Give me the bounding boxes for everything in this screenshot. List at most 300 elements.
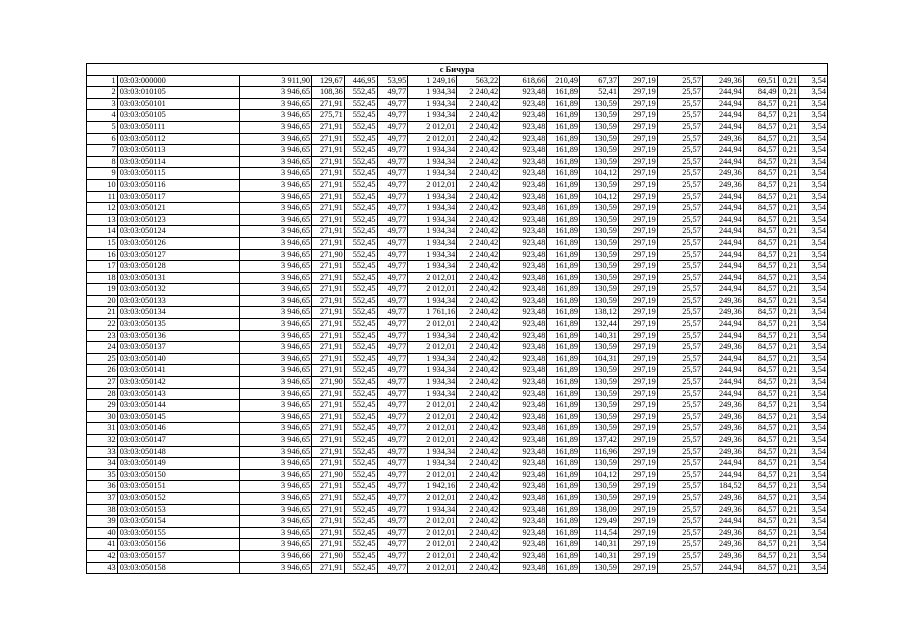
value-cell: 2 240,42 (457, 191, 500, 203)
value-cell: 2 012,01 (408, 400, 457, 412)
value-cell: 2 012,01 (408, 527, 457, 539)
row-number: 21 (87, 307, 118, 319)
value-cell: 0,21 (778, 527, 798, 539)
value-cell: 49,77 (377, 284, 408, 296)
value-cell: 25,57 (657, 191, 702, 203)
value-cell: 3 946,65 (240, 214, 312, 226)
cadastral-code: 03:03:050116 (117, 179, 240, 191)
table-row (87, 191, 828, 203)
cadastral-code: 03:03:050113 (117, 145, 240, 157)
value-cell: 3 946,65 (240, 516, 312, 528)
table-row (87, 98, 828, 110)
value-cell: 49,77 (377, 365, 408, 377)
value-cell: 271,91 (312, 365, 345, 377)
table-row (87, 516, 828, 528)
value-cell: 3 946,65 (240, 446, 312, 458)
value-cell: 244,94 (702, 191, 743, 203)
value-cell: 271,91 (312, 168, 345, 180)
value-cell: 271,91 (312, 191, 345, 203)
value-cell: 271,91 (312, 330, 345, 342)
value-cell: 161,89 (547, 203, 580, 215)
value-cell: 161,89 (547, 469, 580, 481)
value-cell: 552,45 (344, 423, 377, 435)
value-cell: 2 240,42 (457, 411, 500, 423)
value-cell: 104,12 (580, 168, 619, 180)
value-cell: 49,77 (377, 110, 408, 122)
value-cell: 923,48 (500, 237, 547, 249)
table-row (87, 75, 828, 87)
value-cell: 3,54 (799, 550, 828, 562)
value-cell: 2 240,42 (457, 423, 500, 435)
cadastral-code: 03:03:050151 (117, 481, 240, 493)
value-cell: 161,89 (547, 527, 580, 539)
table-row (87, 550, 828, 562)
value-cell: 130,59 (580, 377, 619, 389)
value-cell: 49,77 (377, 423, 408, 435)
value-cell: 0,21 (778, 481, 798, 493)
value-cell: 25,57 (657, 307, 702, 319)
value-cell: 0,21 (778, 284, 798, 296)
value-cell: 271,91 (312, 562, 345, 574)
value-cell: 297,19 (618, 400, 657, 412)
value-cell: 244,94 (702, 237, 743, 249)
value-cell: 84,57 (743, 168, 778, 180)
value-cell: 130,59 (580, 249, 619, 261)
table-row (87, 365, 828, 377)
value-cell: 84,57 (743, 435, 778, 447)
row-number: 2 (87, 87, 118, 99)
value-cell: 0,21 (778, 249, 798, 261)
value-cell: 923,48 (500, 458, 547, 470)
value-cell: 84,57 (743, 388, 778, 400)
value-cell: 84,57 (743, 179, 778, 191)
row-number: 11 (87, 191, 118, 203)
value-cell: 923,48 (500, 400, 547, 412)
value-cell: 923,48 (500, 191, 547, 203)
value-cell: 923,48 (500, 504, 547, 516)
value-cell: 249,36 (702, 342, 743, 354)
value-cell: 3,54 (799, 411, 828, 423)
value-cell: 297,19 (618, 319, 657, 331)
value-cell: 161,89 (547, 284, 580, 296)
row-number: 12 (87, 203, 118, 215)
value-cell: 84,57 (743, 342, 778, 354)
value-cell: 49,77 (377, 492, 408, 504)
value-cell: 923,48 (500, 121, 547, 133)
value-cell: 49,77 (377, 330, 408, 342)
value-cell: 244,94 (702, 121, 743, 133)
value-cell: 244,94 (702, 98, 743, 110)
value-cell: 161,89 (547, 237, 580, 249)
value-cell: 25,57 (657, 249, 702, 261)
value-cell: 552,45 (344, 203, 377, 215)
value-cell: 297,19 (618, 156, 657, 168)
table-row (87, 214, 828, 226)
value-cell: 2 240,42 (457, 121, 500, 133)
value-cell: 49,77 (377, 527, 408, 539)
value-cell: 297,19 (618, 121, 657, 133)
value-cell: 2 240,42 (457, 272, 500, 284)
value-cell: 2 240,42 (457, 307, 500, 319)
value-cell: 2 240,42 (457, 492, 500, 504)
value-cell: 297,19 (618, 435, 657, 447)
value-cell: 161,89 (547, 87, 580, 99)
cadastral-code: 03:03:050137 (117, 342, 240, 354)
value-cell: 2 240,42 (457, 145, 500, 157)
value-cell: 53,95 (377, 75, 408, 87)
row-number: 37 (87, 492, 118, 504)
cadastral-code: 03:03:050155 (117, 527, 240, 539)
table-row (87, 562, 828, 574)
value-cell: 249,36 (702, 133, 743, 145)
value-cell: 184,52 (702, 481, 743, 493)
value-cell: 3 946,65 (240, 539, 312, 551)
value-cell: 1 934,34 (408, 156, 457, 168)
value-cell: 3 946,65 (240, 400, 312, 412)
value-cell: 923,48 (500, 156, 547, 168)
value-cell: 1 934,34 (408, 98, 457, 110)
value-cell: 3 946,65 (240, 388, 312, 400)
value-cell: 25,57 (657, 400, 702, 412)
value-cell: 271,90 (312, 469, 345, 481)
value-cell: 49,77 (377, 353, 408, 365)
value-cell: 49,77 (377, 179, 408, 191)
value-cell: 49,77 (377, 319, 408, 331)
value-cell: 3,54 (799, 249, 828, 261)
value-cell: 3,54 (799, 121, 828, 133)
value-cell: 3 946,65 (240, 191, 312, 203)
value-cell: 552,45 (344, 179, 377, 191)
value-cell: 923,48 (500, 527, 547, 539)
value-cell: 244,94 (702, 156, 743, 168)
value-cell: 161,89 (547, 458, 580, 470)
cadastral-code: 03:03:050135 (117, 319, 240, 331)
row-number: 41 (87, 539, 118, 551)
value-cell: 1 934,34 (408, 446, 457, 458)
cadastral-code: 03:03:050132 (117, 284, 240, 296)
value-cell: 923,48 (500, 330, 547, 342)
row-number: 29 (87, 400, 118, 412)
value-cell: 271,91 (312, 98, 345, 110)
value-cell: 271,91 (312, 411, 345, 423)
value-cell: 1 934,34 (408, 168, 457, 180)
value-cell: 130,59 (580, 492, 619, 504)
value-cell: 297,19 (618, 365, 657, 377)
value-cell: 271,91 (312, 388, 345, 400)
value-cell: 552,45 (344, 435, 377, 447)
value-cell: 271,91 (312, 261, 345, 273)
value-cell: 552,45 (344, 214, 377, 226)
value-cell: 84,49 (743, 87, 778, 99)
value-cell: 2 012,01 (408, 342, 457, 354)
value-cell: 3 946,65 (240, 307, 312, 319)
value-cell: 297,19 (618, 342, 657, 354)
value-cell: 3 946,66 (240, 550, 312, 562)
value-cell: 25,57 (657, 87, 702, 99)
value-cell: 3,54 (799, 330, 828, 342)
value-cell: 552,45 (344, 330, 377, 342)
value-cell: 84,57 (743, 145, 778, 157)
value-cell: 271,90 (312, 550, 345, 562)
value-cell: 552,45 (344, 550, 377, 562)
table-row (87, 446, 828, 458)
value-cell: 297,19 (618, 179, 657, 191)
value-cell: 3,54 (799, 261, 828, 273)
row-number: 18 (87, 272, 118, 284)
value-cell: 923,48 (500, 423, 547, 435)
value-cell: 161,89 (547, 539, 580, 551)
value-cell: 297,19 (618, 168, 657, 180)
value-cell: 49,77 (377, 307, 408, 319)
value-cell: 3,54 (799, 110, 828, 122)
value-cell: 3,54 (799, 353, 828, 365)
table-row (87, 481, 828, 493)
value-cell: 552,45 (344, 249, 377, 261)
row-number: 32 (87, 435, 118, 447)
value-cell: 297,19 (618, 203, 657, 215)
value-cell: 297,19 (618, 133, 657, 145)
value-cell: 3,54 (799, 319, 828, 331)
spreadsheet-page (86, 63, 828, 574)
value-cell: 1 934,34 (408, 504, 457, 516)
table-row (87, 121, 828, 133)
table-row (87, 400, 828, 412)
row-number: 9 (87, 168, 118, 180)
value-cell: 1 934,34 (408, 191, 457, 203)
value-cell: 0,21 (778, 330, 798, 342)
cadastral-code: 03:03:050145 (117, 411, 240, 423)
value-cell: 161,89 (547, 492, 580, 504)
value-cell: 0,21 (778, 261, 798, 273)
value-cell: 923,48 (500, 377, 547, 389)
value-cell: 2 012,01 (408, 435, 457, 447)
value-cell: 130,59 (580, 110, 619, 122)
value-cell: 271,91 (312, 156, 345, 168)
value-cell: 3 946,65 (240, 284, 312, 296)
row-number: 43 (87, 562, 118, 574)
value-cell: 923,48 (500, 469, 547, 481)
value-cell: 49,77 (377, 295, 408, 307)
value-cell: 130,59 (580, 562, 619, 574)
value-cell: 923,48 (500, 214, 547, 226)
value-cell: 244,94 (702, 145, 743, 157)
table-row (87, 504, 828, 516)
value-cell: 25,57 (657, 504, 702, 516)
row-number: 27 (87, 377, 118, 389)
value-cell: 552,45 (344, 261, 377, 273)
value-cell: 1 934,34 (408, 330, 457, 342)
value-cell: 2 012,01 (408, 133, 457, 145)
value-cell: 2 012,01 (408, 319, 457, 331)
value-cell: 1 934,34 (408, 458, 457, 470)
value-cell: 297,19 (618, 446, 657, 458)
title-row (87, 64, 828, 76)
value-cell: 25,57 (657, 133, 702, 145)
value-cell: 3 946,65 (240, 203, 312, 215)
row-number: 5 (87, 121, 118, 133)
value-cell: 84,57 (743, 365, 778, 377)
value-cell: 552,45 (344, 516, 377, 528)
value-cell: 140,31 (580, 539, 619, 551)
row-number: 19 (87, 284, 118, 296)
value-cell: 552,45 (344, 481, 377, 493)
value-cell: 244,94 (702, 516, 743, 528)
cadastral-code: 03:03:050112 (117, 133, 240, 145)
cadastral-code: 03:03:050141 (117, 365, 240, 377)
table-row (87, 330, 828, 342)
cadastral-code: 03:03:050128 (117, 261, 240, 273)
value-cell: 49,77 (377, 446, 408, 458)
value-cell: 130,59 (580, 261, 619, 273)
value-cell: 84,57 (743, 458, 778, 470)
value-cell: 25,57 (657, 365, 702, 377)
value-cell: 161,89 (547, 121, 580, 133)
value-cell: 923,48 (500, 319, 547, 331)
value-cell: 923,48 (500, 550, 547, 562)
cadastral-code: 03:03:050126 (117, 237, 240, 249)
value-cell: 923,48 (500, 284, 547, 296)
value-cell: 271,91 (312, 307, 345, 319)
table-row (87, 203, 828, 215)
value-cell: 0,21 (778, 446, 798, 458)
value-cell: 1 934,34 (408, 365, 457, 377)
value-cell: 3,54 (799, 481, 828, 493)
cadastral-code: 03:03:050117 (117, 191, 240, 203)
cadastral-code: 03:03:050147 (117, 435, 240, 447)
row-number: 1 (87, 75, 118, 87)
value-cell: 3 946,65 (240, 261, 312, 273)
value-cell: 49,77 (377, 469, 408, 481)
value-cell: 161,89 (547, 423, 580, 435)
value-cell: 2 240,42 (457, 481, 500, 493)
value-cell: 249,36 (702, 435, 743, 447)
value-cell: 297,19 (618, 423, 657, 435)
value-cell: 132,44 (580, 319, 619, 331)
value-cell: 49,77 (377, 98, 408, 110)
value-cell: 552,45 (344, 156, 377, 168)
cadastral-code: 03:03:010105 (117, 87, 240, 99)
value-cell: 84,57 (743, 133, 778, 145)
value-cell: 3 946,65 (240, 423, 312, 435)
value-cell: 297,19 (618, 411, 657, 423)
value-cell: 3 946,65 (240, 156, 312, 168)
value-cell: 297,19 (618, 527, 657, 539)
value-cell: 130,59 (580, 284, 619, 296)
value-cell: 3 946,65 (240, 179, 312, 191)
value-cell: 25,57 (657, 423, 702, 435)
value-cell: 49,77 (377, 562, 408, 574)
value-cell: 249,36 (702, 75, 743, 87)
value-cell: 161,89 (547, 550, 580, 562)
value-cell: 297,19 (618, 272, 657, 284)
cadastral-code: 03:03:050158 (117, 562, 240, 574)
value-cell: 25,57 (657, 458, 702, 470)
value-cell: 249,36 (702, 295, 743, 307)
cadastral-code: 03:03:050140 (117, 353, 240, 365)
value-cell: 49,77 (377, 191, 408, 203)
value-cell: 161,89 (547, 481, 580, 493)
value-cell: 0,21 (778, 388, 798, 400)
value-cell: 2 240,42 (457, 342, 500, 354)
value-cell: 1 942,16 (408, 481, 457, 493)
value-cell: 0,21 (778, 377, 798, 389)
value-cell: 923,48 (500, 179, 547, 191)
value-cell: 923,48 (500, 307, 547, 319)
table-row (87, 435, 828, 447)
value-cell: 129,67 (312, 75, 345, 87)
value-cell: 130,59 (580, 423, 619, 435)
value-cell: 49,77 (377, 388, 408, 400)
value-cell: 552,45 (344, 191, 377, 203)
value-cell: 552,45 (344, 504, 377, 516)
value-cell: 297,19 (618, 295, 657, 307)
row-number: 22 (87, 319, 118, 331)
value-cell: 552,45 (344, 133, 377, 145)
value-cell: 271,91 (312, 214, 345, 226)
value-cell: 2 012,01 (408, 562, 457, 574)
value-cell: 297,19 (618, 145, 657, 157)
value-cell: 0,21 (778, 516, 798, 528)
value-cell: 552,45 (344, 272, 377, 284)
value-cell: 923,48 (500, 110, 547, 122)
value-cell: 3,54 (799, 226, 828, 238)
value-cell: 552,45 (344, 458, 377, 470)
value-cell: 25,57 (657, 562, 702, 574)
value-cell: 244,94 (702, 249, 743, 261)
value-cell: 3,54 (799, 295, 828, 307)
value-cell: 271,91 (312, 272, 345, 284)
value-cell: 297,19 (618, 330, 657, 342)
value-cell: 249,36 (702, 492, 743, 504)
value-cell: 49,77 (377, 550, 408, 562)
value-cell: 3,54 (799, 342, 828, 354)
value-cell: 271,91 (312, 133, 345, 145)
value-cell: 297,19 (618, 284, 657, 296)
value-cell: 552,45 (344, 400, 377, 412)
value-cell: 1 934,34 (408, 145, 457, 157)
value-cell: 25,57 (657, 145, 702, 157)
value-cell: 2 240,42 (457, 133, 500, 145)
value-cell: 49,77 (377, 261, 408, 273)
value-cell: 3,54 (799, 388, 828, 400)
value-cell: 297,19 (618, 214, 657, 226)
value-cell: 923,48 (500, 365, 547, 377)
value-cell: 3 911,90 (240, 75, 312, 87)
value-cell: 25,57 (657, 550, 702, 562)
value-cell: 84,57 (743, 550, 778, 562)
value-cell: 161,89 (547, 319, 580, 331)
value-cell: 244,94 (702, 458, 743, 470)
value-cell: 271,91 (312, 145, 345, 157)
value-cell: 297,19 (618, 110, 657, 122)
table-row (87, 179, 828, 191)
value-cell: 271,90 (312, 249, 345, 261)
value-cell: 2 240,42 (457, 261, 500, 273)
value-cell: 271,91 (312, 539, 345, 551)
value-cell: 1 934,34 (408, 295, 457, 307)
value-cell: 552,45 (344, 411, 377, 423)
table-row (87, 145, 828, 157)
value-cell: 297,19 (618, 191, 657, 203)
value-cell: 297,19 (618, 353, 657, 365)
value-cell: 297,19 (618, 377, 657, 389)
value-cell: 129,49 (580, 516, 619, 528)
value-cell: 49,77 (377, 400, 408, 412)
value-cell: 3,54 (799, 446, 828, 458)
value-cell: 552,45 (344, 168, 377, 180)
value-cell: 2 012,01 (408, 516, 457, 528)
value-cell: 923,48 (500, 516, 547, 528)
